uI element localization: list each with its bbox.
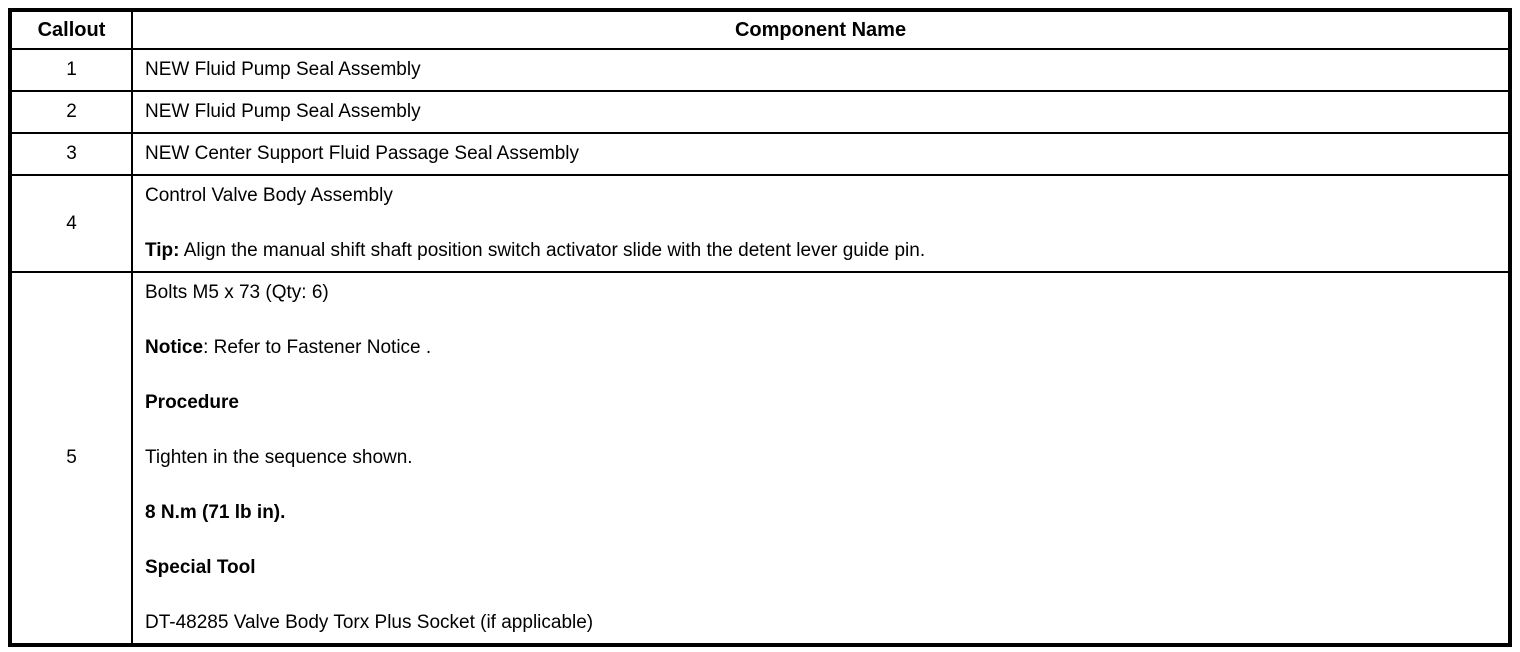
component-text-line [145, 143, 1496, 165]
procedure-heading-line [145, 392, 1496, 414]
callout-number: 1 [10, 49, 132, 91]
callout-column-header: Callout [10, 10, 132, 49]
special-tool-label: Special Tool [145, 557, 256, 578]
component-text: NEW Fluid Pump Seal Assembly [145, 101, 421, 122]
special-tool-heading-line [145, 557, 1496, 579]
table-row [10, 272, 1510, 645]
table-row [10, 175, 1510, 272]
callout-number: 5 [10, 272, 132, 645]
component-text-line [145, 282, 1496, 304]
component-text-line [145, 101, 1496, 123]
component-name-cell [132, 91, 1510, 133]
callout-number: 4 [10, 175, 132, 272]
notice-line [145, 337, 1496, 359]
special-tool-line [145, 612, 1496, 634]
component-name-cell [132, 272, 1510, 645]
table-row [10, 133, 1510, 175]
component-name-cell [132, 175, 1510, 272]
component-text: Bolts M5 x 73 (Qty: 6) [145, 282, 329, 303]
component-text-line [145, 59, 1496, 81]
component-name-cell [132, 133, 1510, 175]
tip-line [145, 240, 1496, 262]
table-row [10, 91, 1510, 133]
component-callout-table [8, 8, 1512, 647]
procedure-label: Procedure [145, 392, 239, 413]
tip-label: Tip: [145, 240, 180, 261]
component-text: NEW Fluid Pump Seal Assembly [145, 59, 421, 80]
callout-number: 3 [10, 133, 132, 175]
notice-label: Notice [145, 337, 204, 358]
component-text: Control Valve Body Assembly [145, 185, 393, 206]
torque-spec-text: 8 N.m (71 lb in). [145, 502, 286, 523]
tip-text: Align the manual shift shaft position switch activator slide with the detent lever guide pin. [179, 240, 926, 261]
special-tool-text: DT-48285 Valve Body Torx Plus Socket (if applicable) [145, 612, 594, 633]
component-name-column-header: Component Name [132, 10, 1510, 49]
procedure-step-line [145, 447, 1496, 469]
component-text: NEW Center Support Fluid Passage Seal Assembly [145, 143, 580, 164]
torque-spec-line [145, 502, 1496, 524]
table-row [10, 49, 1510, 91]
callout-number: 2 [10, 91, 132, 133]
notice-text: : Refer to Fastener Notice . [203, 337, 432, 358]
component-text-line [145, 185, 1496, 207]
procedure-step-text: Tighten in the sequence shown. [145, 447, 413, 468]
component-name-cell [132, 49, 1510, 91]
header-row [10, 10, 1510, 49]
